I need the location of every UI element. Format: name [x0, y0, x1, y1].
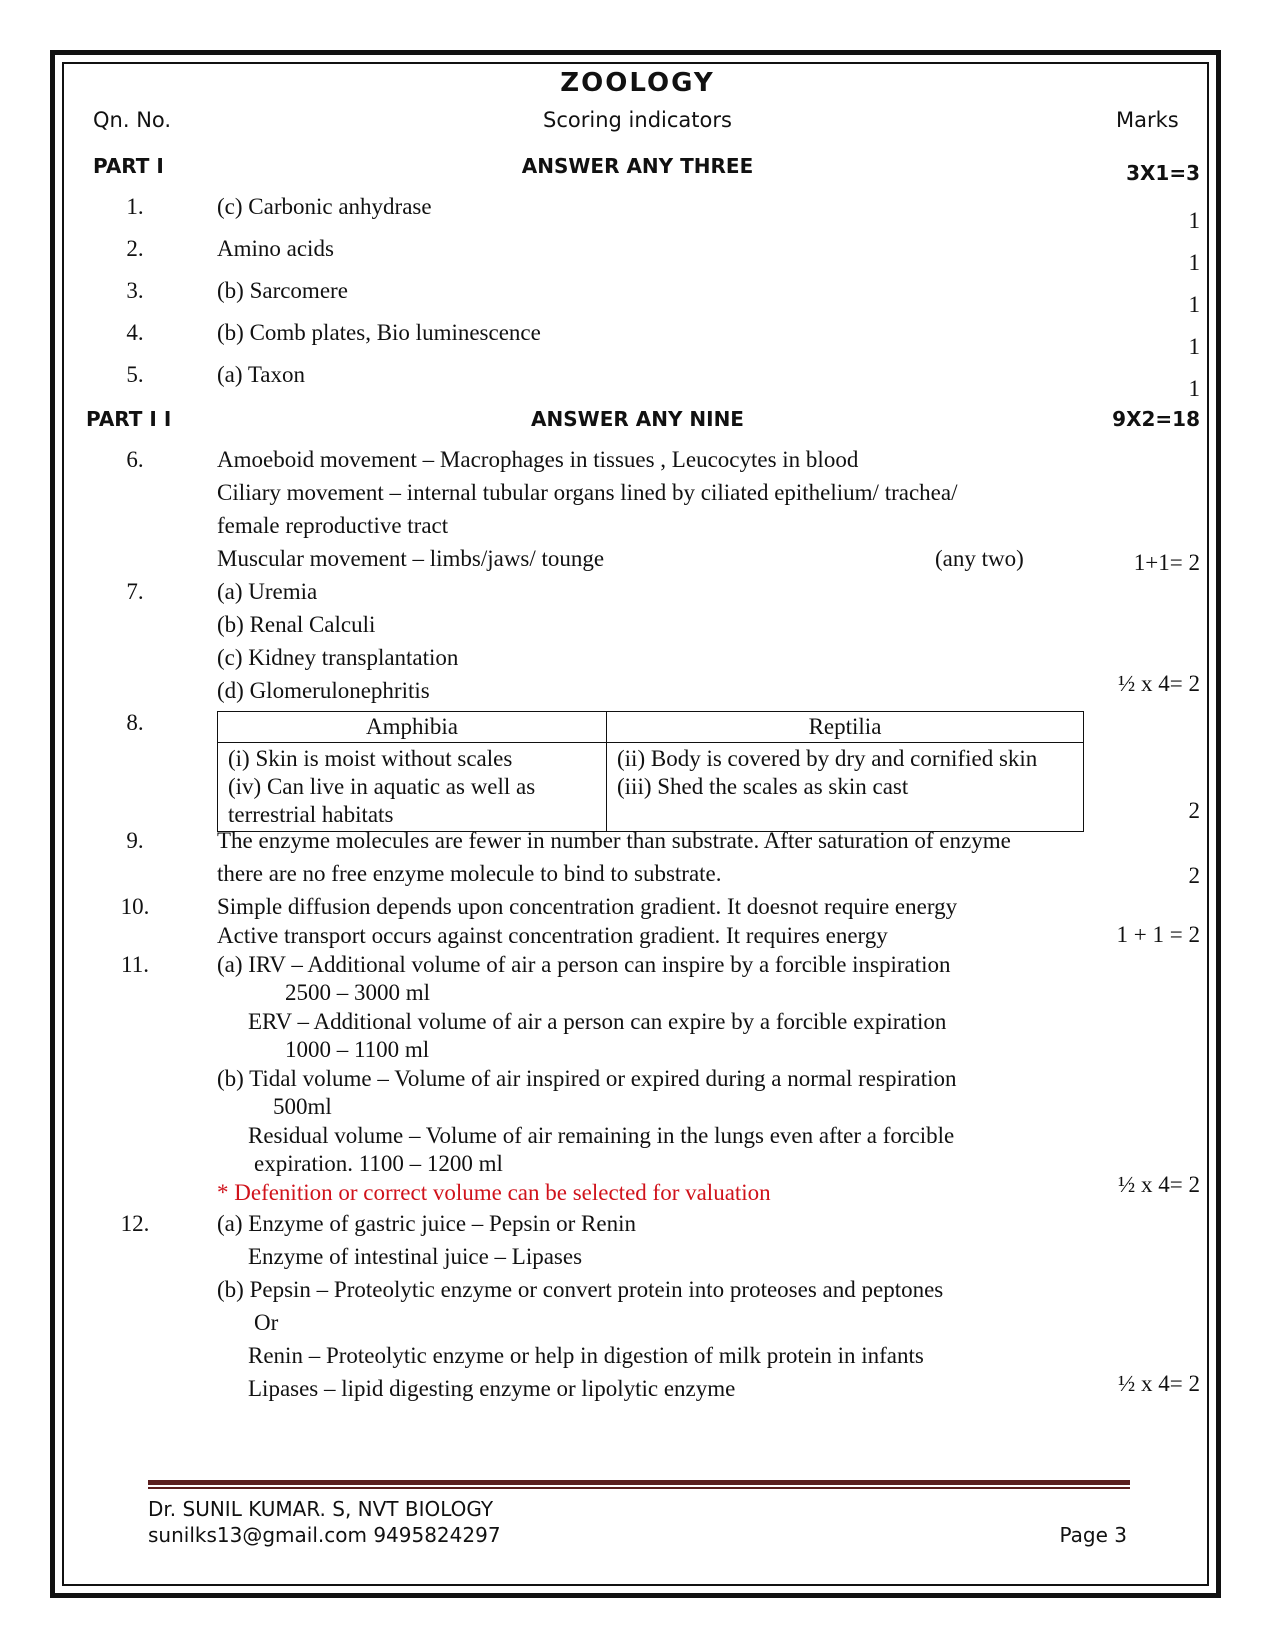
- answer-line: (a) Uremia: [217, 579, 318, 604]
- answer-line: (b) Tidal volume – Volume of air inspired or expired during a normal respiration: [217, 1066, 957, 1091]
- answer-line: Ciliary movement – internal tubular organs lined by ciliated epithelium/ trachea/: [217, 480, 958, 505]
- table-line: (iv) Can live in aquatic as well as: [228, 774, 536, 799]
- part1-marks: 3X1=3: [1126, 161, 1200, 185]
- answer-line: Active transport occurs against concentration gradient. It requires energy: [217, 923, 888, 948]
- question-number: 1.: [126, 194, 144, 219]
- column-header-qn: Qn. No.: [93, 108, 172, 132]
- question-number: 4.: [126, 320, 144, 345]
- answer-line: Renin – Proteolytic enzyme or help in digestion of milk protein in infants: [248, 1343, 924, 1368]
- answer-note: (any two): [935, 546, 1024, 571]
- mark-value: 1+1= 2: [1133, 550, 1200, 575]
- answer-line: (d) Glomerulonephritis: [217, 678, 430, 703]
- answer-line: (a) Enzyme of gastric juice – Pepsin or Renin: [217, 1211, 636, 1236]
- question-number: 3.: [126, 278, 144, 303]
- part1-label: PART I: [93, 154, 164, 178]
- answer-line: 2500 – 3000 ml: [285, 980, 431, 1005]
- answer-line: (b) Pepsin – Proteolytic enzyme or convert protein into proteoses and peptones: [217, 1277, 944, 1302]
- footer-author: Dr. SUNIL KUMAR. S, NVT BIOLOGY: [148, 1497, 494, 1521]
- mark-value: ½ x 4= 2: [1118, 1371, 1200, 1396]
- answer-line: expiration. 1100 – 1200 ml: [254, 1151, 503, 1176]
- answer-line: 500ml: [273, 1094, 332, 1119]
- mark-value: ½ x 4= 2: [1118, 1172, 1200, 1197]
- table-line: (iii) Shed the scales as skin cast: [617, 774, 909, 799]
- page-number: Page 3: [1059, 1523, 1127, 1547]
- answer-text: (b) Comb plates, Bio luminescence: [217, 320, 541, 345]
- footer-rule: [148, 1480, 1130, 1485]
- answer-line: ERV – Additional volume of air a person can expire by a forcible expiration: [248, 1009, 947, 1034]
- question-number: 9.: [126, 828, 144, 853]
- part2-marks: 9X2=18: [1112, 407, 1200, 431]
- answer-line: Lipases – lipid digesting enzyme or lipolytic enzyme: [248, 1376, 736, 1401]
- answer-line: (c) Kidney transplantation: [217, 645, 459, 670]
- part1-instruction: ANSWER ANY THREE: [521, 154, 754, 178]
- table-header-amphibia: Amphibia: [218, 712, 607, 743]
- mark-value: 1 + 1 = 2: [1116, 922, 1200, 947]
- part2-label: PART I I: [86, 407, 172, 431]
- comparison-table: [217, 711, 1084, 832]
- answer-line: 1000 – 1100 ml: [285, 1037, 430, 1062]
- part2-instruction: ANSWER ANY NINE: [531, 407, 744, 431]
- mark-value: 2: [1188, 863, 1200, 888]
- answer-text: (b) Sarcomere: [217, 278, 348, 303]
- table-line: terrestrial habitats: [228, 802, 394, 827]
- question-number: 12.: [120, 1211, 150, 1236]
- page-title: ZOOLOGY: [560, 68, 715, 98]
- answer-line: Simple diffusion depends upon concentration gradient. It doesnot require energy: [217, 894, 958, 919]
- mark-value: ½ x 4= 2: [1118, 671, 1200, 696]
- mark-value: 1: [1188, 250, 1200, 275]
- answer-text: (c) Carbonic anhydrase: [217, 194, 432, 219]
- column-header-scoring: Scoring indicators: [543, 108, 732, 132]
- table-cell-amphibia: [218, 743, 607, 832]
- answer-text: (a) Taxon: [217, 362, 306, 387]
- mark-value: 2: [1188, 798, 1200, 823]
- footer-rule-thin: [148, 1487, 1130, 1489]
- question-number: 6.: [126, 447, 144, 472]
- table-line: (ii) Body is covered by dry and cornified skin: [617, 746, 1038, 771]
- answer-text: Amino acids: [217, 236, 334, 261]
- answer-line: The enzyme molecules are fewer in number than substrate. After saturation of enzyme: [217, 828, 1011, 853]
- mark-value: 1: [1188, 208, 1200, 233]
- mark-value: 1: [1188, 334, 1200, 359]
- column-header-marks: Marks: [1116, 108, 1179, 132]
- footer-contact: sunilks13@gmail.com 9495824297: [148, 1523, 501, 1547]
- valuation-note: * Defenition or correct volume can be selected for valuation: [217, 1180, 771, 1205]
- table-cell-reptilia: [607, 743, 1084, 832]
- question-number: 2.: [126, 236, 144, 261]
- question-number: 7.: [126, 579, 144, 604]
- answer-line: (b) Renal Calculi: [217, 612, 376, 637]
- mark-value: 1: [1188, 376, 1200, 401]
- question-number: 8.: [126, 710, 144, 735]
- question-number: 10.: [120, 894, 150, 919]
- answer-line: Or: [254, 1310, 279, 1335]
- table-line: (i) Skin is moist without scales: [228, 746, 513, 771]
- answer-line: female reproductive tract: [217, 513, 449, 538]
- question-number: 5.: [126, 362, 144, 387]
- table-header-reptilia: Reptilia: [607, 712, 1084, 743]
- answer-line: there are no free enzyme molecule to bind to substrate.: [217, 861, 722, 886]
- answer-line: Residual volume – Volume of air remaining in the lungs even after a forcible: [248, 1123, 955, 1148]
- answer-line: Amoeboid movement – Macrophages in tissues , Leucocytes in blood: [217, 447, 859, 472]
- mark-value: 1: [1188, 292, 1200, 317]
- answer-line: Muscular movement – limbs/jaws/ tounge: [217, 546, 605, 571]
- answer-line: (a) IRV – Additional volume of air a person can inspire by a forcible inspiration: [217, 952, 951, 977]
- question-number: 11.: [121, 952, 149, 977]
- answer-line: Enzyme of intestinal juice – Lipases: [248, 1244, 583, 1269]
